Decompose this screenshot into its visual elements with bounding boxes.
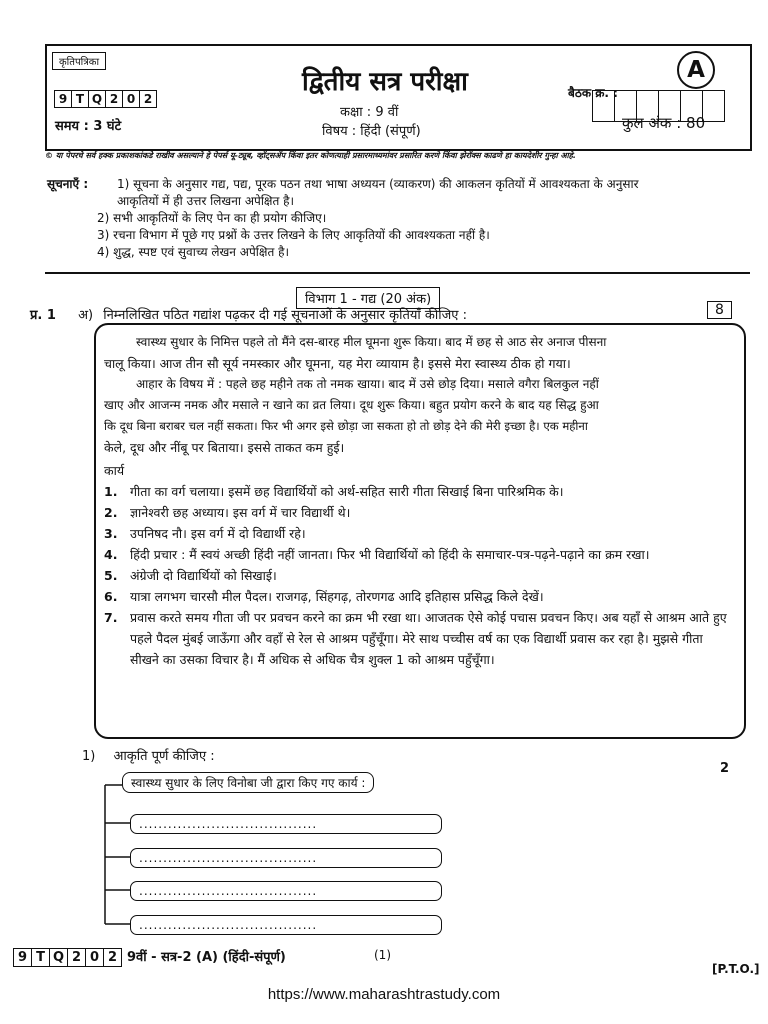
work-number: 3. — [104, 526, 118, 541]
footer-code-cell: Q — [49, 948, 68, 967]
passage-line: खाए और आजन्म नमक और मसाले न खाने का व्रत लिया। दूध शुरू किया। बहुत प्रयोग करने के बाद यह सिद्ध हुआ — [104, 398, 599, 412]
instruction-item: 4) शुद्ध, स्पष्ट एवं सुवाच्य लेखन अपेक्षित है। — [97, 245, 290, 259]
center-concept-box: स्वास्थ्य सुधार के लिए विनोबा जी द्वारा किए गए कार्य : — [122, 772, 374, 793]
code-cell: 0 — [122, 90, 140, 108]
section-title: विभाग 1 - गद्य (20 अंक) — [296, 287, 440, 309]
paper-tag: कृतिपत्रिका — [52, 52, 106, 70]
code-cell: 9 — [54, 90, 72, 108]
work-text: अंग्रेजी दो विद्यार्थियों को सिखाई। — [130, 568, 277, 583]
instruction-item: 1) सूचना के अनुसार गद्य, पद्य, पूरक पठन तथा भाषा अध्ययन (व्याकरण) की आकलन कृतियों में आवश्यकता के अनुसार — [117, 177, 639, 191]
instruction-item: 3) रचना विभाग में पूछे गए प्रश्नों के उत्तर लिखने के लिए आकृतियों की आवश्यकता नहीं है। — [97, 228, 490, 242]
work-text: हिंदी प्रचार : मैं स्वयं अच्छी हिंदी नहीं जानता। फिर भी विद्यार्थियों को हिंदी के समाचार-पत्र-पढ़ने-पढ़ाने का क्रम रखा। — [130, 547, 650, 562]
passage-line: चालू किया। आज तीन सौ सूर्य नमस्कार और घूमना, यह मेरा व्यायाम है। इससे मेरा स्वास्थ्य ठीक हो गया। — [104, 356, 571, 371]
set-badge: A — [677, 51, 715, 89]
work-number: 7. — [104, 610, 118, 625]
exam-title: द्वितीय सत्र परीक्षा — [302, 67, 468, 97]
total-marks: कुल अंक : 80 — [622, 114, 706, 132]
footer-code-cell: 0 — [85, 948, 104, 967]
work-text: ज्ञानेश्वरी छह अध्याय। इस वर्ग में चार विद्यार्थी थे। — [130, 505, 351, 520]
footer-code-cell: 2 — [67, 948, 86, 967]
work-number: 2. — [104, 505, 118, 520]
passage-line: कि दूध बिना बराबर चल नहीं सकता। फिर भी अगर इसे छोड़ा जा सकता हो तो छोड़ देने की मेरी इच्छा है। एक महीना — [104, 419, 588, 433]
work-number: 1. — [104, 484, 118, 499]
footer-code-cell: T — [31, 948, 50, 967]
work-text: यात्रा लगभग चारसौ मील पैदल। राजगढ़, सिंहगढ़, तोरणगढ आदि इतिहास प्रसिद्ध किले देखें। — [130, 589, 544, 604]
instruction-item: आकृतियों में ही उत्तर लिखना अपेक्षित है। — [117, 194, 295, 208]
exam-time: समय : 3 घंटे — [55, 119, 122, 134]
footer-text: 9वीं - सत्र-2 (A) (हिंदी-संपूर्ण) — [127, 950, 286, 965]
work-text: गीता का वर्ग चलाया। इसमें छह विद्यार्थियों को अर्थ-सहित सारी गीता सिखाई बिना पारिश्रमिक के। — [130, 484, 564, 499]
answer-box[interactable]: ..................................... — [130, 814, 442, 834]
code-cell: Q — [88, 90, 106, 108]
subquestion-marks: 2 — [720, 761, 730, 776]
code-cell: 2 — [105, 90, 123, 108]
work-number: 5. — [104, 568, 118, 583]
work-number: 4. — [104, 547, 118, 562]
work-number: 6. — [104, 589, 118, 604]
question-part: अ) — [78, 308, 94, 323]
passage-line: आहार के विषय में : पहले छह महीने तक तो नमक खाया। बाद में उसे छोड़ दिया। मसाले वगैरा बिलकुल नहीं — [136, 377, 599, 391]
work-heading: कार्य — [104, 463, 125, 478]
question-marks: 8 — [707, 301, 732, 319]
copyright-notice: © या पेपरचे सर्व हक्क प्रकाशकांकडे राखीव असल्याने हे पेपर्स यू-ट्यूब, व्हॉट्सॲप किंवा इतर कोणत्याही प्रसारमाध्यमांवर प्रसारित करणे किंवा झेरॉक्स काढणे हा कायदेशीर गुन्हा आहे. — [45, 151, 576, 160]
footer-code-cell: 2 — [103, 948, 122, 967]
code-cell: T — [71, 90, 89, 108]
work-text: उपनिषद नौ। इस वर्ग में दो विद्यार्थी रहे। — [130, 526, 306, 541]
pto-label: [P.T.O.] — [712, 962, 760, 976]
code-cell: 2 — [139, 90, 157, 108]
page-number: (1) — [374, 948, 391, 962]
seat-number-label: बैठक क्र. : — [568, 86, 618, 100]
footer-code-cell: 9 — [13, 948, 32, 967]
passage-line: स्वास्थ्य सुधार के निमित्त पहले तो मैंने दस-बारह मील घूमना शुरू किया। बाद में छह से आठ सेर अनाज पीसना — [136, 335, 607, 349]
subject-label: विषय : हिंदी (संपूर्ण) — [322, 124, 421, 139]
question-text: निम्नलिखित पठित गद्यांश पढ़कर दी गई सूचनाओं के अनुसार कृतियाँ कीजिए : — [103, 308, 467, 323]
answer-box[interactable]: ..................................... — [130, 881, 442, 901]
class-label: कक्षा : 9 वीं — [340, 105, 399, 120]
answer-box[interactable]: ..................................... — [130, 848, 442, 868]
question-number: प्र. 1 — [30, 308, 56, 323]
instructions-label: सूचनाएँ : — [47, 177, 89, 191]
answer-box[interactable]: ..................................... — [130, 915, 442, 935]
footer-code — [13, 948, 121, 967]
source-url[interactable]: https://www.maharashtrastudy.com — [267, 986, 501, 1003]
subquestion-number: 1) — [82, 749, 96, 764]
subquestion-text: आकृति पूर्ण कीजिए : — [113, 749, 215, 764]
work-text: प्रवास करते समय गीता जी पर प्रवचन करने का क्रम भी रखा था। आजतक ऐसे कोई पचास प्रवचन किए। अब यहाँ से आश्रम आते हुए पहले पैदल मुंबई जाऊँगा और वहाँ से रेल से आश्रम पहुँचूँगा। मेरे साथ पच्चीस वर्ष का एक विद्यार्थी प्रवास कर रहा है। मुझसे गीता सीखने का उसका विचार है। मैं अधिक से अधिक चैत्र शुक्ल 1 को आश्रम पहुँचूँगा। — [130, 610, 727, 667]
passage-line: केले, दूध और नींबू पर बिताया। इससे ताकत कम हुई। — [104, 440, 345, 455]
instruction-item: 2) सभी आकृतियों के लिए पेन का ही प्रयोग कीजिए। — [97, 211, 327, 225]
